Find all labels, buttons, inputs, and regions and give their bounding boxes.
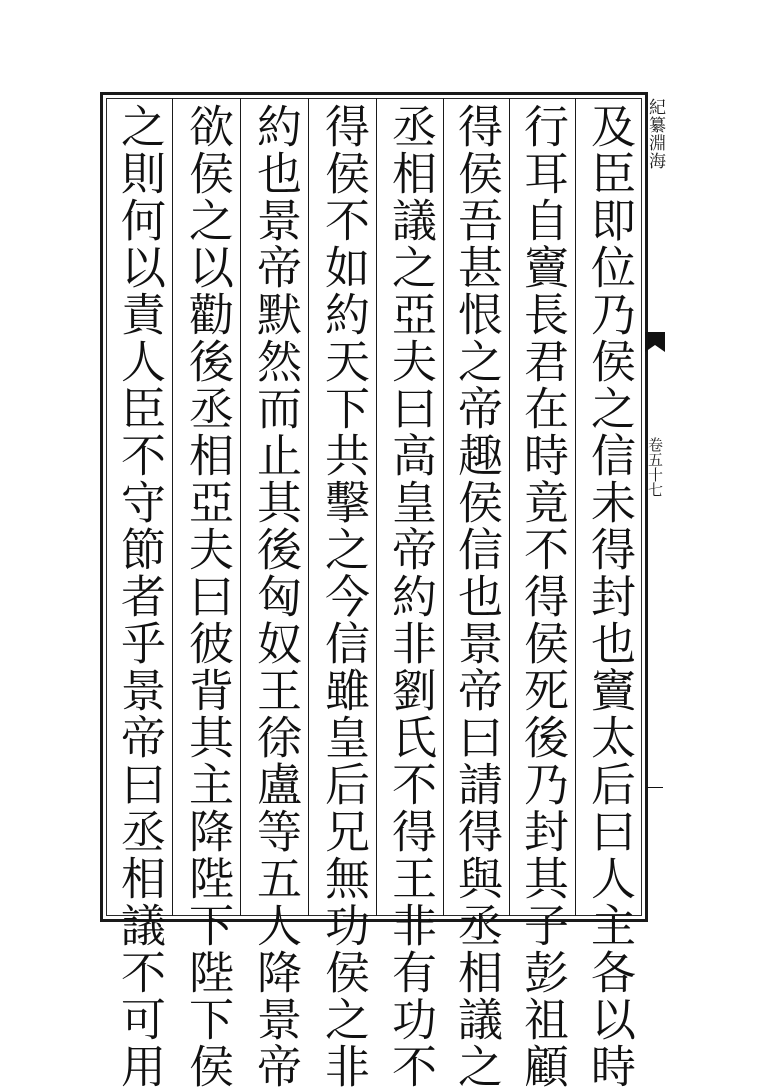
text-column-4: 丞相議之亞夫曰高皇帝約非劉氏不得王非有功不 <box>384 103 437 1090</box>
book-title: 紀纂淵海 <box>645 98 665 170</box>
text-column-1: 及臣即位乃侯之信未得封也竇太后曰人主各以時 <box>583 103 636 1090</box>
text-column-5: 得侯不如約天下共擊之今信雖皇后兄無功侯之非 <box>317 103 370 1090</box>
column-divider <box>308 98 309 916</box>
column-divider <box>240 98 241 916</box>
column-divider <box>376 98 377 916</box>
text-column-3: 得侯吾甚恨之帝趣侯信也景帝曰請得與丞相議之 <box>450 103 503 1090</box>
column-divider <box>172 98 173 916</box>
page-border <box>100 92 648 1090</box>
gutter-divider <box>647 787 663 788</box>
column-divider <box>443 98 444 916</box>
volume-label: 卷五十七 <box>646 437 664 497</box>
text-column-2: 行耳自竇長君在時竟不得侯死後乃封其子彭祖顧 <box>516 103 569 1090</box>
text-column-8: 之則何以責人臣不守節者乎景帝曰丞相議不可用 <box>113 103 166 1090</box>
text-column-7: 欲侯之以勸後丞相亞夫曰彼背其主降陛下陛下侯 <box>181 103 234 1090</box>
column-divider <box>509 98 510 916</box>
text-column-6: 約也景帝默然而止其後匈奴王徐盧等五人降景帝 <box>249 103 302 1090</box>
fishtail-mark-icon <box>645 332 665 352</box>
column-divider <box>575 98 576 916</box>
book-gutter <box>645 92 665 922</box>
